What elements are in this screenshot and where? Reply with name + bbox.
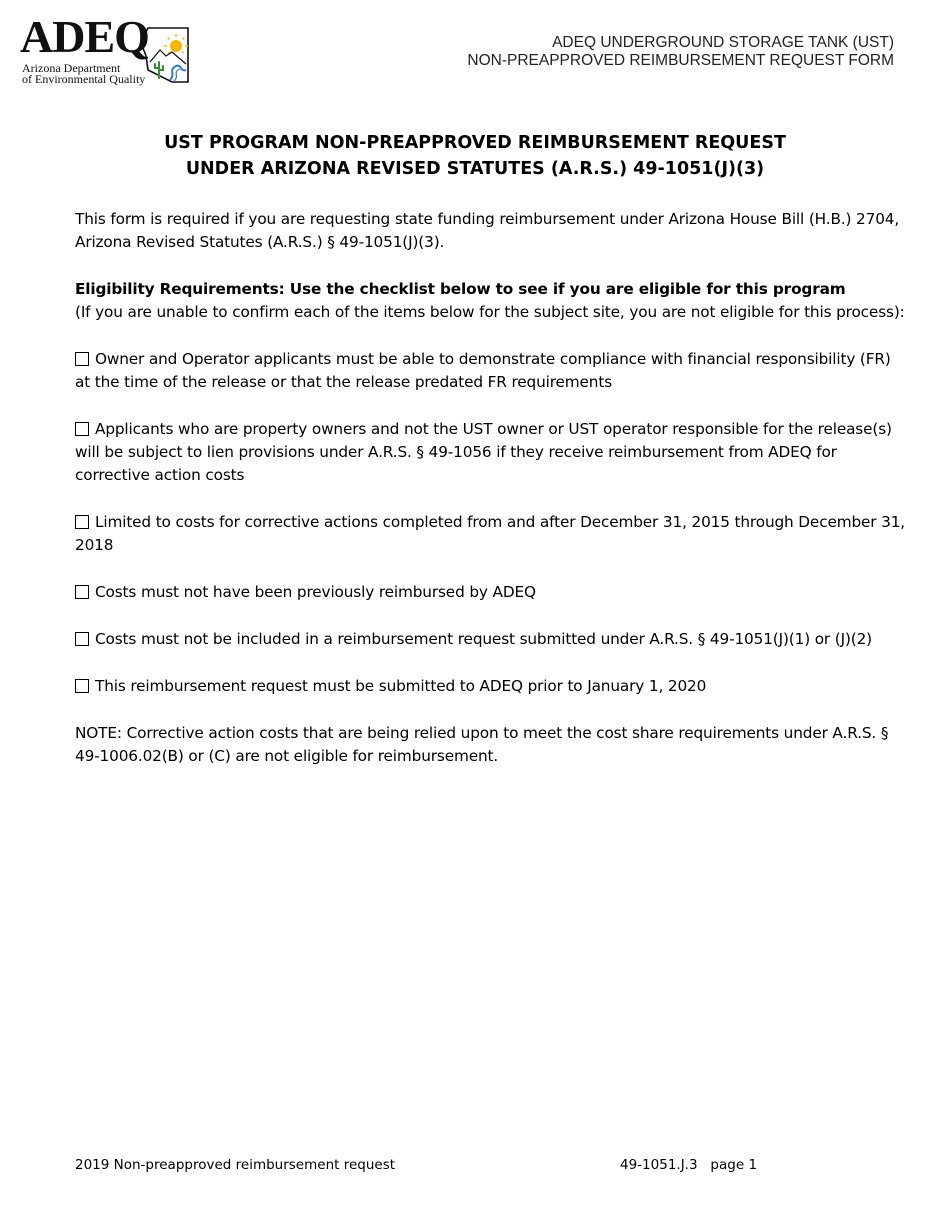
page-title-line1: UST PROGRAM NON-PREAPPROVED REIMBURSEMENT REQUEST	[164, 133, 786, 153]
checkbox-lien[interactable]	[75, 422, 89, 436]
footer-form-name: 2019 Non-preapproved reimbursement request	[75, 1157, 396, 1173]
checkbox-not-reimbursed[interactable]	[75, 585, 89, 599]
checklist-label-not-included: Costs must not be included in a reimbursement request submitted under A.R.S. § 49-1051(J)(1) or (J)(2)	[95, 630, 873, 648]
checklist-item-deadline	[75, 675, 905, 698]
form-header-line1: ADEQ UNDERGROUND STORAGE TANK (UST)	[552, 34, 894, 51]
checklist-label-not-reimbursed: Costs must not have been previously reimbursed by ADEQ	[95, 583, 536, 601]
form-header	[467, 34, 894, 70]
sun-icon	[164, 34, 188, 53]
checkbox-deadline[interactable]	[75, 679, 89, 693]
adeq-logo	[20, 11, 192, 86]
logo-subtitle-line2: of Environmental Quality	[22, 72, 146, 86]
page-title	[0, 130, 950, 182]
checklist-label-deadline: This reimbursement request must be submitted to ADEQ prior to January 1, 2020	[95, 677, 707, 695]
checkbox-fr[interactable]	[75, 352, 89, 366]
form-header-line2: NON-PREAPPROVED REIMBURSEMENT REQUEST FORM	[467, 52, 894, 69]
checklist-item-not-reimbursed	[75, 581, 905, 604]
checkbox-dates[interactable]	[75, 515, 89, 529]
checklist-item-fr	[75, 348, 905, 394]
logo-wordmark: ADEQ	[20, 11, 149, 62]
checklist-item-dates	[75, 511, 905, 557]
checklist-item-not-included	[75, 628, 905, 651]
checkbox-not-included[interactable]	[75, 632, 89, 646]
checklist-item-lien	[75, 418, 905, 487]
checklist-label-lien: Applicants who are property owners and not the UST owner or UST operator responsible for the release(s) will be subject to lien provisions under A.R.S. § 49-1056 if they receive reimbursement from ADEQ for corrective action costs	[75, 420, 892, 484]
cost-share-note: NOTE: Corrective action costs that are being relied upon to meet the cost share requirements under A.R.S. § 49-1006.02(B) or (C) are not eligible for reimbursement.	[75, 724, 889, 765]
footer-page-number: 49-1051.J.3 page 1	[620, 1157, 758, 1173]
eligibility-note: (If you are unable to confirm each of the items below for the subject site, you are not eligible for this process):	[75, 303, 905, 321]
form-body	[75, 208, 905, 792]
arizona-state-icon	[142, 26, 192, 84]
page-title-line2: UNDER ARIZONA REVISED STATUTES (A.R.S.) 49-1051(J)(3)	[185, 159, 765, 179]
checklist-label-dates: Limited to costs for corrective actions completed from and after December 31, 2015 through December 31, 2018	[75, 513, 906, 554]
intro-paragraph: This form is required if you are requesting state funding reimbursement under Arizona House Bill (H.B.) 2704, Arizona Revised Statutes (A.R.S.) § 49-1051(J)(3).	[75, 210, 900, 251]
eligibility-heading: Eligibility Requirements: Use the checklist below to see if you are eligible for this program	[75, 280, 846, 298]
eligibility-section	[75, 278, 905, 324]
checklist-label-fr: Owner and Operator applicants must be able to demonstrate compliance with financial responsibility (FR) at the time of the release or that the release predated FR requirements	[75, 350, 891, 391]
logo-subtitle-line1: Arizona Department	[22, 61, 121, 75]
